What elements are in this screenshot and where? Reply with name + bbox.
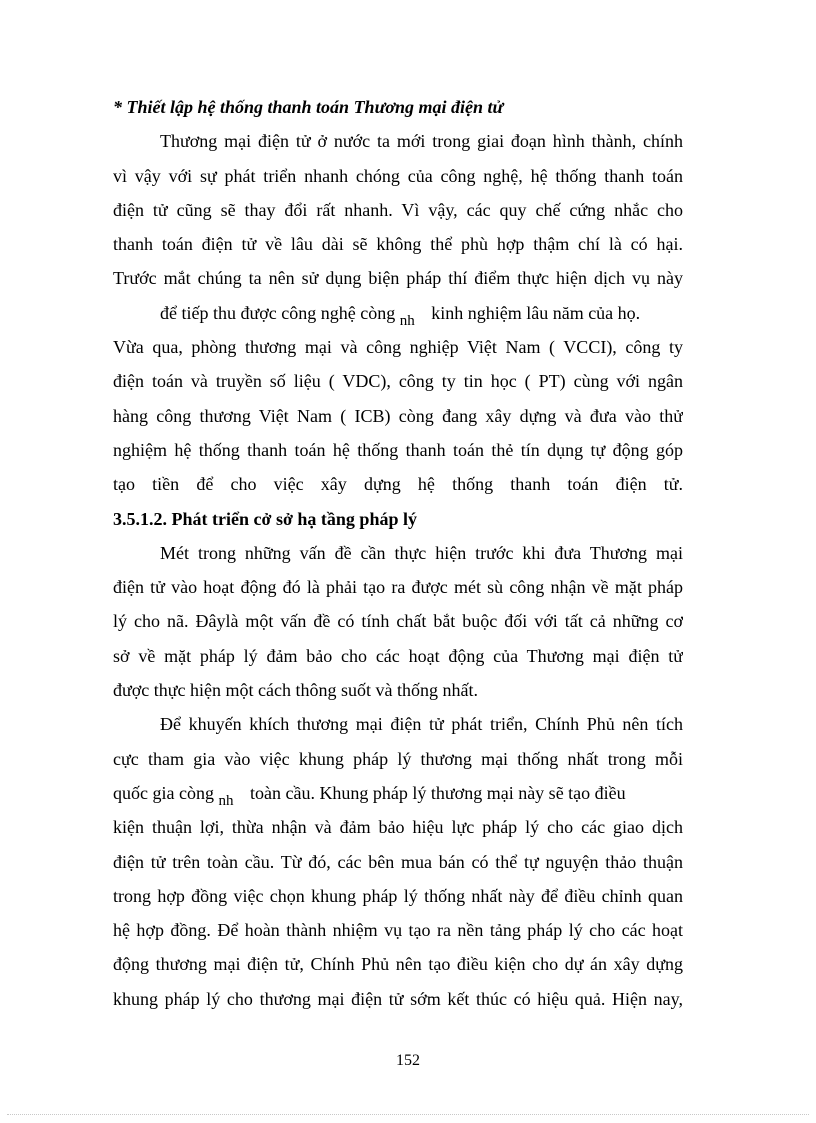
subscript-fragment: nh xyxy=(218,792,234,809)
text-fragment: quốc gia còng xyxy=(113,782,214,803)
paragraph-line: lý cho nã. Đâylà một vấn đề có tính chất bắt buộc đối với tất cả những cơ xyxy=(113,611,683,632)
paragraph-line: được thực hiện một cách thông suốt và thống nhất. xyxy=(113,680,478,701)
paragraph-line: kiện thuận lợi, thừa nhận và đảm bảo hiệu lực pháp lý cho các giao dịch xyxy=(113,817,683,838)
text-fragment: kinh nghiệm lâu năm của họ. xyxy=(431,302,641,323)
paragraph-line: trong hợp đồng việc chọn khung pháp lý thống nhất này để điều chỉnh quan xyxy=(113,885,683,906)
page-number: 152 xyxy=(396,1052,420,1069)
paragraph-line: thanh toán điện tử về lâu dài sẽ không thể phù hợp thậm chí là có hại. xyxy=(113,234,683,255)
paragraph-line: điện toán và truyền số liệu ( VDC), công ty tin học ( PT) cùng với ngân xyxy=(113,371,683,392)
paragraph-line xyxy=(113,296,683,330)
text-fragment: toàn cầu. Khung pháp lý thương mại này sẽ tạo điều xyxy=(249,782,626,803)
paragraph-line xyxy=(113,776,683,810)
page-bottom-rule xyxy=(7,1114,809,1115)
paragraph-line: Để khuyến khích thương mại điện tử phát triển, Chính Phủ nên tích xyxy=(160,714,683,735)
paragraph-line: cực tham gia vào việc khung pháp lý thương mại thống nhất trong mỗi xyxy=(113,748,683,769)
paragraph-line: vì vậy với sự phát triển nhanh chóng của công nghệ, hệ thống thanh toán xyxy=(113,165,683,186)
paragraph-line: Vừa qua, phòng thương mại và công nghiệp Việt Nam ( VCCI), công ty xyxy=(113,337,683,358)
paragraph-line: Thương mại điện tử ở nước ta mới trong giai đoạn hình thành, chính xyxy=(160,131,683,152)
paragraph-line: điện tử vào hoạt động đó là phải tạo ra được mét sù công nhận về mặt pháp xyxy=(113,577,683,598)
paragraph-line: hệ hợp đồng. Để hoàn thành nhiệm vụ tạo ra nền tảng pháp lý cho các hoạt xyxy=(113,920,683,941)
paragraph-line: hàng công thương Việt Nam ( ICB) còng đang xây dựng và đưa vào thử xyxy=(113,405,683,426)
paragraph-line: điện tử cũng sẽ thay đổi rất nhanh. Vì vậy, các quy chế cứng nhắc cho xyxy=(113,199,683,220)
paragraph-line: điện tử trên toàn cầu. Từ đó, các bên mua bán có thể tự nguyện thảo thuận xyxy=(113,851,683,872)
paragraph-line: sở về mặt pháp lý đảm bảo cho các hoạt động của Thương mại điện tử xyxy=(113,645,683,666)
subscript-fragment: nh xyxy=(399,312,415,329)
paragraph-line: khung pháp lý cho thương mại điện tử sớm kết thúc có hiệu quả. Hiện nay, xyxy=(113,988,683,1009)
section-heading-payment: * Thiết lập hệ thống thanh toán Thương mại điện tử xyxy=(113,97,504,117)
paragraph-line: nghiệm hệ thống thanh toán hệ thống thanh toán thẻ tín dụng tự động góp xyxy=(113,439,683,460)
paragraph-line: tạo tiền để cho việc xây dựng hệ thống thanh toán điện tử. xyxy=(113,474,683,495)
paragraph-line: Trước mắt chúng ta nên sử dụng biện pháp thí điểm thực hiện dịch vụ này xyxy=(113,268,683,289)
section-heading-legal: 3.5.1.2. Phát triển cở sở hạ tầng pháp lý xyxy=(113,508,417,529)
document-body xyxy=(113,90,683,1016)
text-fragment: để tiếp thu được công nghệ còng xyxy=(160,302,396,323)
paragraph-line: Mét trong những vấn đề cần thực hiện trước khi đưa Thương mại xyxy=(160,542,683,563)
paragraph-line: động thương mại điện tử, Chính Phủ nên tạo điều kiện cho dự án xây dựng xyxy=(113,954,683,975)
